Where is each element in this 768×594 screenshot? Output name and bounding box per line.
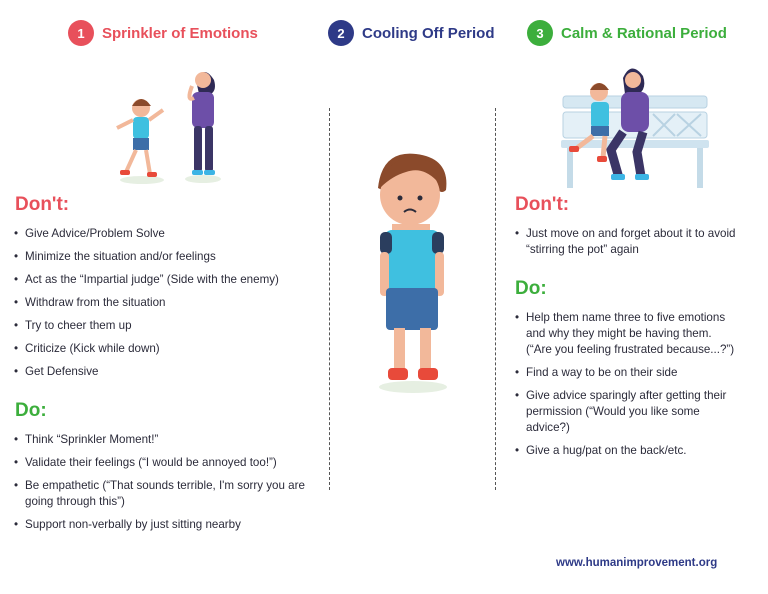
- list-item: • Help them name three to five emotions and why they might be having them. (“Are you feeling frustrated because...?”): [515, 310, 740, 358]
- list-item: • Criticize (Kick while down): [14, 341, 324, 357]
- footer-url: www.humanimprovement.org: [556, 557, 718, 569]
- section-1-number-badge: 1: [68, 20, 94, 46]
- list-item: • Find a way to be on their side: [515, 365, 740, 381]
- divider-right: [495, 108, 496, 490]
- list-item: • Minimize the situation and/or feelings: [14, 249, 324, 265]
- list-item: • Give Advice/Problem Solve: [14, 226, 324, 242]
- list-item: • Validate their feelings (“I would be annoyed too!”): [14, 455, 324, 471]
- section-2-header: [328, 20, 495, 46]
- sad-boy-illustration: [370, 150, 454, 400]
- section-1-header: [68, 20, 258, 46]
- parent-and-child-on-bench-illustration: [553, 62, 713, 192]
- col3-dont-list: [515, 226, 740, 258]
- col1-dont-list: [14, 226, 324, 380]
- list-item: • Act as the “Impartial judge” (Side with the enemy): [14, 272, 324, 288]
- section-3-number-badge: 3: [527, 20, 553, 46]
- list-item: • Support non-verbally by just sitting nearby: [14, 517, 324, 533]
- col1-do-heading: Do:: [15, 400, 47, 421]
- col3-do-heading: Do:: [515, 278, 547, 299]
- list-item: • Withdraw from the situation: [14, 295, 324, 311]
- section-3-header: [527, 20, 727, 46]
- col1-do-list: [14, 432, 324, 533]
- list-item: • Give advice sparingly after getting their permission (“Would you like some advice?): [515, 388, 740, 436]
- upset-child-and-mother-illustration: [100, 60, 230, 188]
- list-item: • Try to cheer them up: [14, 318, 324, 334]
- section-2-title: Cooling Off Period: [362, 24, 495, 42]
- col1-dont-heading: Don't:: [15, 194, 70, 215]
- list-item: • Get Defensive: [14, 364, 324, 380]
- col3-dont-heading: Don't:: [515, 194, 570, 215]
- list-item: • Think “Sprinkler Moment!”: [14, 432, 324, 448]
- section-1-title: Sprinkler of Emotions: [102, 24, 258, 42]
- list-item: • Give a hug/pat on the back/etc.: [515, 443, 740, 459]
- list-item: • Be empathetic (“That sounds terrible, I'm sorry you are going through this”): [14, 478, 324, 510]
- section-2-number-badge: 2: [328, 20, 354, 46]
- col3-do-list: [515, 310, 740, 459]
- list-item: • Just move on and forget about it to avoid “stirring the pot” again: [515, 226, 740, 258]
- section-3-title: Calm & Rational Period: [561, 24, 727, 42]
- divider-left: [329, 108, 330, 490]
